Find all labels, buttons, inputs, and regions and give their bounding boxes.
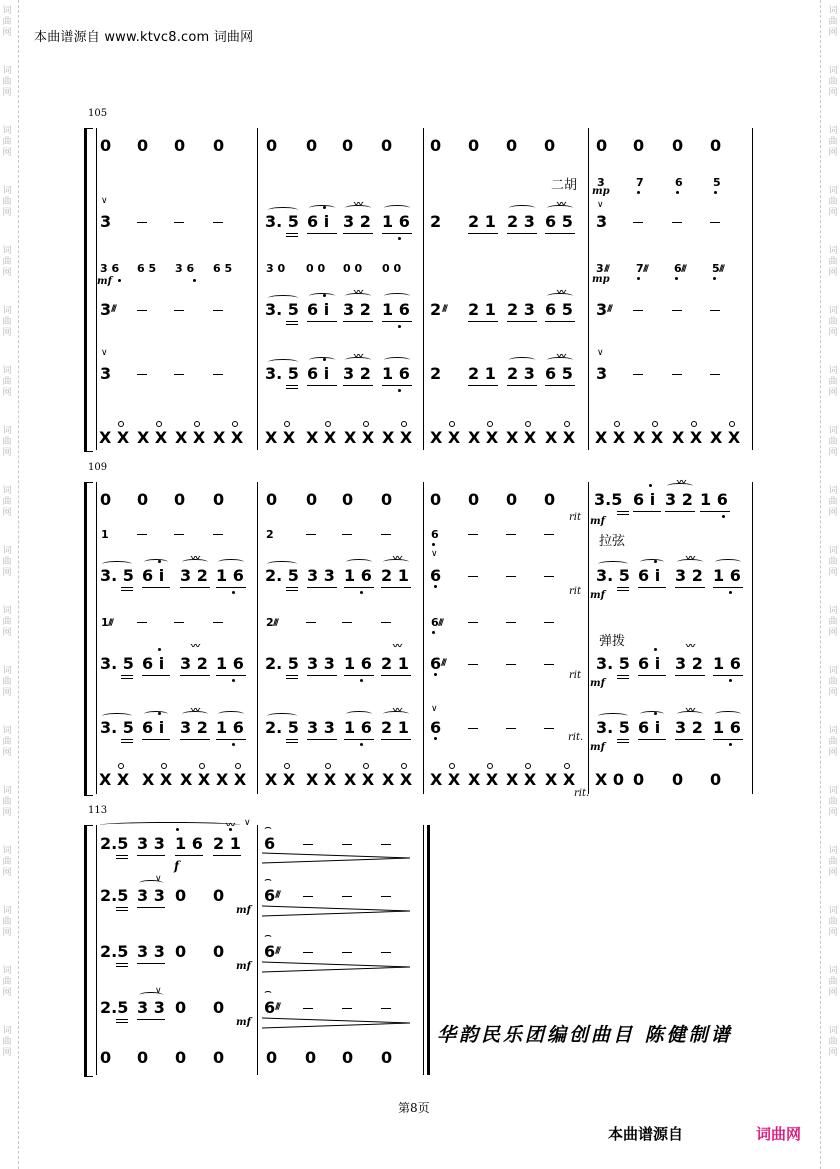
hairpin (262, 1018, 410, 1028)
dynamic-mark: mf (236, 961, 251, 972)
watermark-text: 词 曲 网 (2, 186, 12, 218)
watermark-text: 词 曲 网 (828, 366, 838, 398)
laxian-label: 拉弦 (599, 534, 626, 549)
watermark-text: 词 曲 网 (828, 426, 838, 458)
watermark-text: 词 曲 网 (828, 666, 838, 698)
dynamic-mark: mf (590, 590, 605, 601)
watermark-text: 词 曲 网 (828, 306, 838, 338)
measure-number: 105 (88, 108, 108, 119)
watermark-text: 词 曲 网 (2, 726, 12, 758)
watermark-text: 词 曲 网 (2, 426, 12, 458)
watermark-text: 词 曲 网 (828, 6, 838, 38)
measure-number: 113 (88, 805, 108, 816)
watermark-text: 词 曲 网 (828, 966, 838, 998)
arranger-credit: 华韵民乐团编创曲目 陈健制谱 (437, 1024, 733, 1046)
watermark-text: 词 曲 网 (2, 486, 12, 518)
hairpin (262, 962, 410, 972)
watermark-text: 词 曲 网 (2, 246, 12, 278)
watermark-text: 词 曲 网 (828, 1026, 838, 1058)
watermark-text: 词 曲 网 (2, 6, 12, 38)
page-number: 第8页 (398, 1101, 430, 1115)
page-header: 本曲谱源自 www.ktvc8.com 词曲网 (34, 30, 254, 45)
footer-site-link[interactable]: 词曲网 (756, 1125, 802, 1143)
watermark-text: 词 曲 网 (828, 246, 838, 278)
dynamic-mark: f (174, 859, 180, 873)
dynamic-mark: mf (97, 276, 112, 287)
tanbo-label: 弹拨 (599, 634, 626, 649)
watermark-text: 词 曲 网 (828, 126, 838, 158)
dynamic-mark: mp (592, 186, 610, 197)
watermark-text: 词 曲 网 (828, 846, 838, 878)
footer-source-text: 本曲谱源自 (608, 1125, 684, 1143)
hairpin (262, 853, 410, 863)
watermark-text: 词 曲 网 (2, 366, 12, 398)
dynamic-mark: mf (590, 678, 605, 689)
watermark-text: 词 曲 网 (2, 606, 12, 638)
watermark-text: 词 曲 网 (2, 786, 12, 818)
watermark-text: 词 曲 网 (2, 66, 12, 98)
dynamic-mark: mp (592, 274, 610, 285)
dynamic-mark: mf (236, 1017, 251, 1028)
watermark-text: 词 曲 网 (828, 786, 838, 818)
watermark-text: 词 曲 网 (2, 906, 12, 938)
watermark-text: 词 曲 网 (828, 486, 838, 518)
watermark-text: 词 曲 网 (2, 966, 12, 998)
hairpin (262, 906, 410, 916)
watermark-text: 词 曲 网 (2, 306, 12, 338)
erhu-label: 二胡 (551, 178, 578, 193)
dynamic-mark: mf (590, 742, 605, 753)
watermark-text: 词 曲 网 (2, 666, 12, 698)
measure-number: 109 (88, 462, 108, 473)
watermark-text: 词 曲 网 (2, 846, 12, 878)
dynamic-mark: mf (236, 905, 251, 916)
watermark-text: 词 曲 网 (828, 186, 838, 218)
watermark-text: 词 曲 网 (828, 726, 838, 758)
watermark-text: 词 曲 网 (828, 66, 838, 98)
watermark-text: 词 曲 网 (828, 606, 838, 638)
watermark-text: 词 曲 网 (2, 126, 12, 158)
dynamic-mark: mf (590, 516, 605, 527)
watermark-text: 词 曲 网 (828, 906, 838, 938)
watermark-text: 词 曲 网 (2, 546, 12, 578)
watermark-text: 词 曲 网 (2, 1026, 12, 1058)
watermark-text: 词 曲 网 (828, 546, 838, 578)
